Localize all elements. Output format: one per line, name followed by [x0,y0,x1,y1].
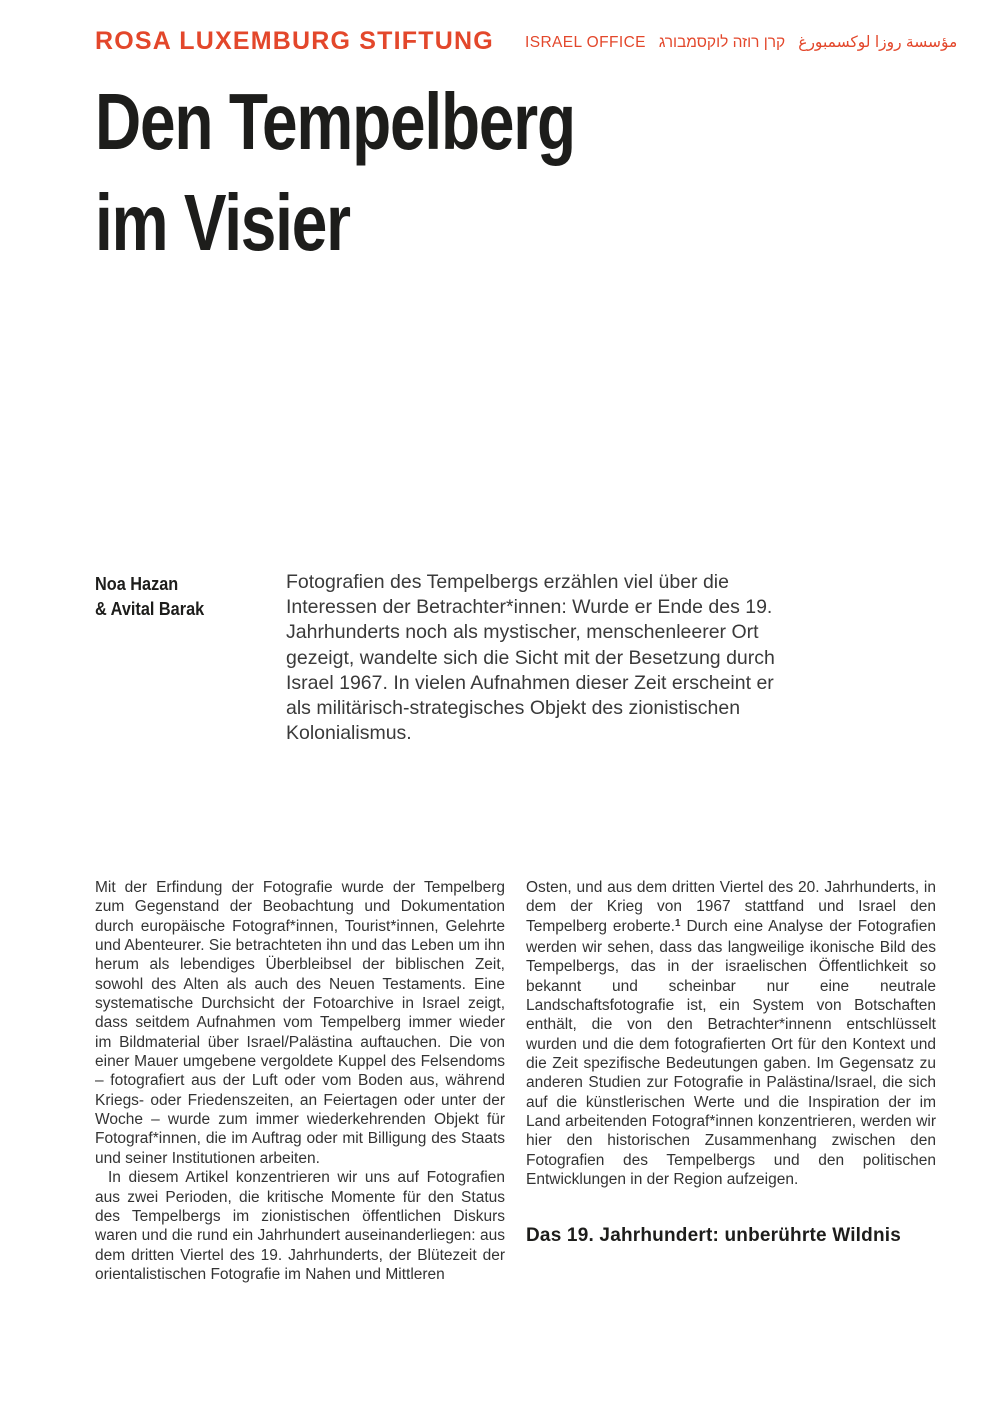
footnote-marker: 1 [674,917,681,929]
office-label-hebrew: קרן רוזה לוקסמבורג [658,34,786,51]
column-left [95,878,505,1284]
title-line-2: im Visier [95,178,350,267]
office-wordmark [525,33,957,52]
body-paragraph-2-continued [526,878,936,1190]
author-line-1: Noa Hazan [95,573,179,594]
column-right [526,878,936,1284]
body-text-before-footnote: Osten, und aus dem dritten Viertel des 20. Jahrhunderts, in dem der Krieg von 1967 stattfand und Israel den Tempelberg eroberte. [526,879,936,935]
author-line-2: & Avital Barak [95,598,205,619]
article-body [95,878,936,1284]
lede-paragraph: Fotografien des Tempelbergs erzählen viel über die Interessen der Betrachter*innen: Wurde er Ende des 19. Jahrhunderts noch als mystischer, menschenleerer Ort gezeigt, wandelte sich die Sicht mit der Besetzung durch Israel 1967. In vielen Aufnahmen dieser Zeit erscheint er als militärisch-strategisches Objekt des zionistischen Kolonialismus. [286,571,775,745]
section-heading: Das 19. Jahrhundert: unberührte Wildnis [526,1224,902,1246]
authors [95,571,219,621]
brand-wordmark: ROSA LUXEMBURG STIFTUNG [95,27,494,55]
article-title [95,71,695,273]
office-label-arabic: مؤسسة روزا لوكسمبورغ [798,34,958,51]
body-paragraph-1: Mit der Erfindung der Fotografie wurde der Tempelberg zum Gegenstand der Beobachtung und Dokumentation durch europäische Fotograf*innen, Tourist*innen, Gelehrte und Abenteurer. Sie betrachteten ihn und das Leben um ihn herum als lebendiges Überbleibsel der biblischen Zeit, sowohl des Alten als auch des Neuen Testaments. Eine systematische Durchsicht der Fotoarchive in Israel zeigt, dass seitdem Aufnahmen vom Tempelberg immer wieder im Bildmaterial über Israel/Palästina auftauchen. Die von einer Mauer umgebene vergoldete Kuppel des Felsendoms – fotografiert aus der Luft oder vom Boden aus, während Kriegs- oder Friedenszeiten, an Feiertagen oder unter der Woche – wurde zum immer wiederkehrenden Objekt für Fotograf*innen, die im Auftrag oder mit Billigung des Staats und seiner Institutionen arbeiten. [95,879,505,1167]
office-label-english: ISRAEL OFFICE [525,34,646,51]
body-text-after-footnote: Durch eine Analyse der Fotografien werden wir sehen, dass das langweilige ikonische Bild des Tempelbergs, das in der israelischen Öffentlichkeit so bekannt und scheinbar nur eine neutrale Landschaftsfotografie ist, ein System von Botschaften enthält, die von den Betrachter*innenn entschlüsselt wurden und die dem fotografierten Ort für den Kontext und die Zeit spezifische Bedeutungen gaben. Im Gegensatz zu anderen Studien zur Fotografie in Palästina/Israel, die sich auf die künstlerischen Werte und die Inspiration der im Land arbeitenden Fotograf*innen konzentrieren, werden wir hier den historischen Zusammenhang zwischen den Fotografien des Tempelbergs und den politischen Entwicklungen in der Region aufzeigen. [526,917,936,1189]
body-paragraph-2: In diesem Artikel konzentrieren wir uns auf Fotografien aus zwei Perioden, die kritische Momente für den Status des Tempelbergs im zionistischen öffentlichen Diskurs waren und die rund ein Jahrhundert auseinanderliegen: aus dem dritten Viertel des 19. Jahrhunderts, der Blütezeit der orientalistischen Fotografie im Nahen und Mittleren [95,1169,505,1283]
title-line-1: Den Tempelberg [95,77,575,166]
